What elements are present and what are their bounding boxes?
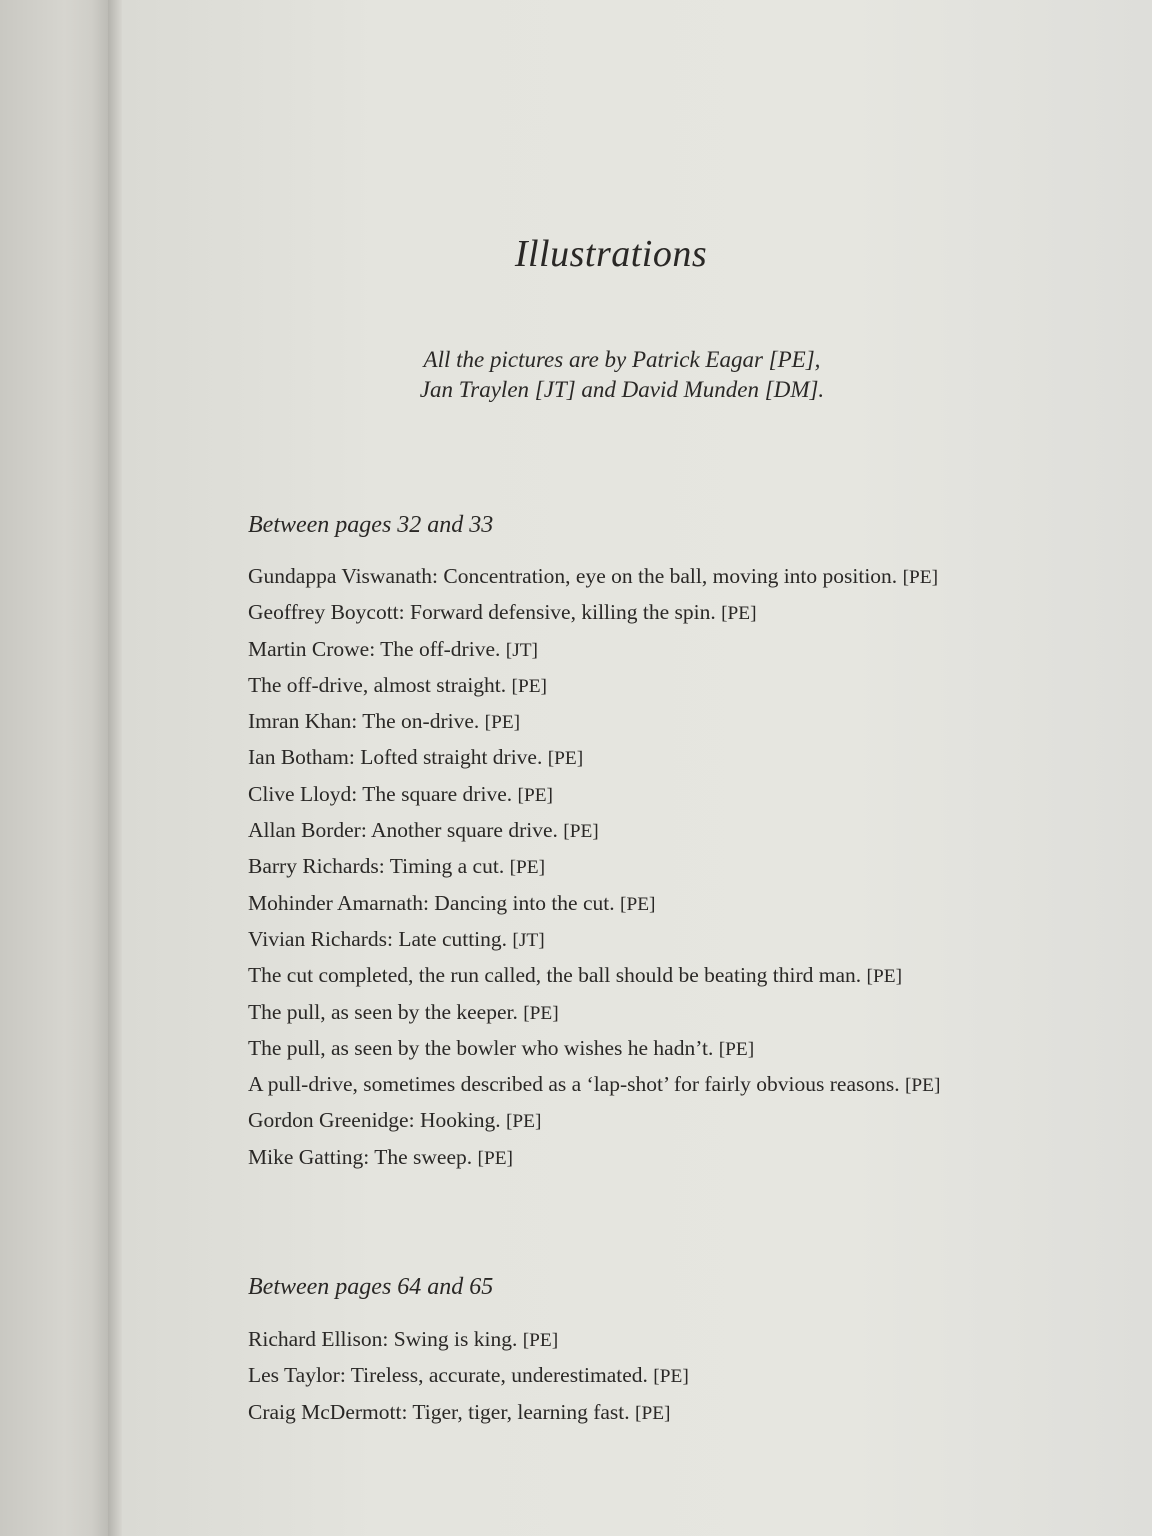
list-item: Mohinder Amarnath: Dancing into the cut. [PE] bbox=[248, 890, 656, 915]
source-tag: [PE] bbox=[718, 1038, 755, 1060]
list-item: Clive Lloyd: The square drive. [PE] bbox=[248, 781, 553, 806]
list-item: The off-drive, almost straight. [PE] bbox=[248, 672, 547, 697]
source-tag: [PE] bbox=[509, 857, 546, 879]
list-item: Les Taylor: Tireless, accurate, underestimated. [PE] bbox=[248, 1363, 689, 1388]
source-tag: [PE] bbox=[902, 567, 939, 588]
source-tag: [PE] bbox=[517, 784, 553, 806]
book-gutter bbox=[108, 0, 122, 1536]
list-item: The cut completed, the run called, the ball should be beating third man. [PE] bbox=[248, 963, 903, 988]
photo-credits bbox=[372, 345, 872, 405]
list-item: Barry Richards: Timing a cut. [PE] bbox=[248, 854, 546, 879]
source-tag: [PE] bbox=[477, 1147, 513, 1169]
source-tag: [PE] bbox=[505, 1111, 542, 1133]
section-heading-2: Between pages 64 and 65 bbox=[248, 1274, 494, 1300]
source-tag: [PE] bbox=[620, 893, 656, 915]
list-item: Martin Crowe: The off-drive. [JT] bbox=[248, 636, 538, 661]
source-tag: [PE] bbox=[866, 966, 903, 988]
source-tag: [PE] bbox=[721, 603, 757, 625]
list-item: The pull, as seen by the bowler who wishes he hadn’t. [PE] bbox=[248, 1035, 755, 1060]
list-item: Mike Gatting: The sweep. [PE] bbox=[248, 1144, 513, 1169]
source-tag: [PE] bbox=[522, 1330, 559, 1351]
list-item: Gundappa Viswanath: Concentration, eye on the ball, moving into position. [PE] bbox=[248, 564, 939, 588]
source-tag: [PE] bbox=[547, 748, 584, 770]
list-item: A pull-drive, sometimes described as a ‘lap-shot’ for fairly obvious reasons. [PE] bbox=[248, 1072, 941, 1097]
source-tag: [JT] bbox=[512, 929, 545, 951]
page-title: Illustrations bbox=[514, 233, 708, 275]
list-item: Imran Khan: The on-drive. [PE] bbox=[248, 709, 521, 734]
source-tag: [PE] bbox=[904, 1075, 941, 1097]
list-item: Craig McDermott: Tiger, tiger, learning fast. [PE] bbox=[248, 1399, 671, 1424]
source-tag: [PE] bbox=[563, 821, 599, 843]
source-tag: [PE] bbox=[484, 712, 521, 734]
list-item: Allan Border: Another square drive. [PE] bbox=[248, 818, 599, 843]
list-item: Geoffrey Boycott: Forward defensive, killing the spin. [PE] bbox=[248, 600, 757, 625]
illustration-list-1 bbox=[248, 563, 988, 1180]
list-item: Gordon Greenidge: Hooking. [PE] bbox=[248, 1108, 542, 1133]
list-item: Vivian Richards: Late cutting. [JT] bbox=[248, 926, 545, 951]
source-tag: [JT] bbox=[505, 639, 538, 661]
credits-line-1: All the pictures are by Patrick Eagar [PE], bbox=[423, 347, 821, 372]
list-item: Richard Ellison: Swing is king. [PE] bbox=[248, 1327, 559, 1351]
section-heading-1: Between pages 32 and 33 bbox=[248, 512, 494, 538]
source-tag: [PE] bbox=[653, 1366, 689, 1388]
source-tag: [PE] bbox=[511, 675, 547, 697]
illustration-list-2 bbox=[248, 1326, 988, 1435]
list-item: The pull, as seen by the keeper. [PE] bbox=[248, 999, 559, 1024]
source-tag: [PE] bbox=[523, 1002, 559, 1024]
source-tag: [PE] bbox=[635, 1402, 671, 1424]
list-item: Ian Botham: Lofted straight drive. [PE] bbox=[248, 745, 584, 770]
facing-page-edge bbox=[0, 0, 108, 1536]
credits-line-2: Jan Traylen [JT] and David Munden [DM]. bbox=[419, 377, 825, 402]
